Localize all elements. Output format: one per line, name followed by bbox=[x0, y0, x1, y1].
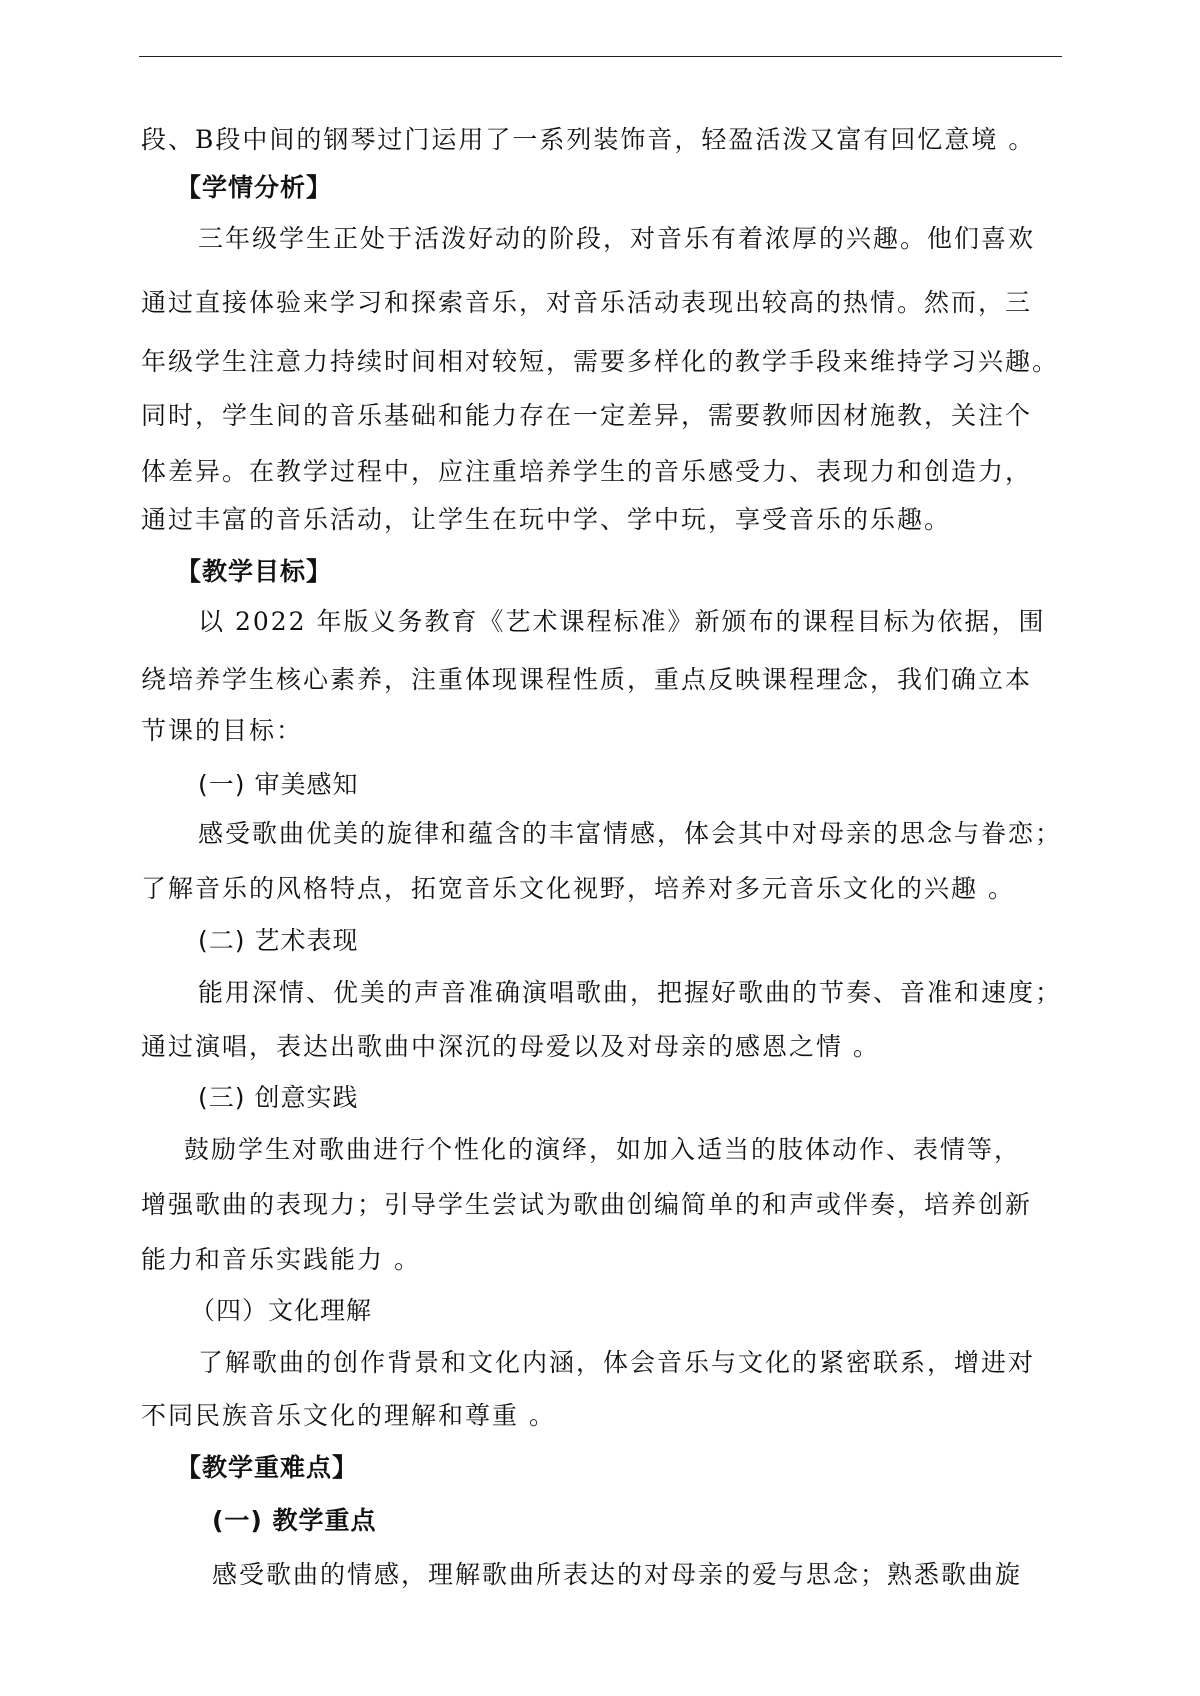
paragraph-line: 能力和音乐实践能力 。 bbox=[141, 1245, 421, 1274]
paragraph-line: 感受歌曲优美的旋律和蕴含的丰富情感，体会其中对母亲的思念与眷恋； bbox=[198, 819, 1063, 848]
paragraph-line: 年级学生注意力持续时间相对较短，需要多样化的教学手段来维持学习兴趣。 bbox=[141, 347, 1060, 376]
paragraph-line: 增强歌曲的表现力；引导学生尝试为歌曲创编简单的和声或伴奏，培养创新 bbox=[141, 1190, 1033, 1219]
subheading-aesthetic-perception: (一) 审美感知 bbox=[198, 770, 359, 799]
paragraph-line: 了解歌曲的创作背景和文化内涵，体会音乐与文化的紧密联系，增进对 bbox=[198, 1348, 1036, 1377]
paragraph-line: 通过直接体验来学习和探索音乐，对音乐活动表现出较高的热情。然而，三 bbox=[141, 288, 1033, 317]
paragraph-line: 鼓励学生对歌曲进行个性化的演绎，如加入适当的肢体动作、表情等， bbox=[184, 1135, 1022, 1164]
paragraph-line: 通过演唱，表达出歌曲中深沉的母爱以及对母亲的感恩之情 。 bbox=[141, 1032, 880, 1061]
section-heading-student-analysis: 【学情分析】 bbox=[176, 173, 333, 202]
paragraph-line: 不同民族音乐文化的理解和尊重 。 bbox=[141, 1401, 556, 1430]
subheading-artistic-expression: (二) 艺术表现 bbox=[198, 926, 359, 955]
section-heading-key-difficulties: 【教学重难点】 bbox=[176, 1453, 359, 1482]
paragraph-line: 以 2022 年版义务教育《艺术课程标准》新颁布的课程目标为依据，围 bbox=[198, 607, 1046, 636]
paragraph-line: 了解音乐的风格特点，拓宽音乐文化视野，培养对多元音乐文化的兴趣 。 bbox=[141, 874, 1015, 903]
paragraph-line: 能用深情、优美的声音准确演唱歌曲，把握好歌曲的节奏、音准和速度； bbox=[198, 978, 1063, 1007]
subheading-cultural-understanding: （四）文化理解 bbox=[190, 1296, 373, 1325]
header-rule bbox=[139, 56, 1062, 57]
paragraph-line: 节课的目标： bbox=[141, 716, 304, 745]
subheading-teaching-focus: (一) 教学重点 bbox=[212, 1506, 377, 1535]
paragraph-line: 同时，学生间的音乐基础和能力存在一定差异，需要教师因材施教，关注个 bbox=[141, 401, 1033, 430]
paragraph-line: 绕培养学生核心素养，注重体现课程性质，重点反映课程理念，我们确立本 bbox=[141, 665, 1033, 694]
paragraph-line: 体差异。在教学过程中，应注重培养学生的音乐感受力、表现力和创造力， bbox=[141, 457, 1033, 486]
paragraph-line: 三年级学生正处于活泼好动的阶段，对音乐有着浓厚的兴趣。他们喜欢 bbox=[198, 224, 1036, 253]
paragraph-line: 段、B段中间的钢琴过门运用了一系列装饰音，轻盈活泼又富有回忆意境 。 bbox=[141, 125, 1036, 154]
paragraph-line: 通过丰富的音乐活动，让学生在玩中学、学中玩，享受音乐的乐趣。 bbox=[141, 505, 952, 534]
subheading-creative-practice: (三) 创意实践 bbox=[198, 1083, 359, 1112]
section-heading-teaching-goals: 【教学目标】 bbox=[176, 557, 333, 586]
paragraph-line: 感受歌曲的情感，理解歌曲所表达的对母亲的爱与思念；熟悉歌曲旋 bbox=[212, 1560, 1023, 1589]
